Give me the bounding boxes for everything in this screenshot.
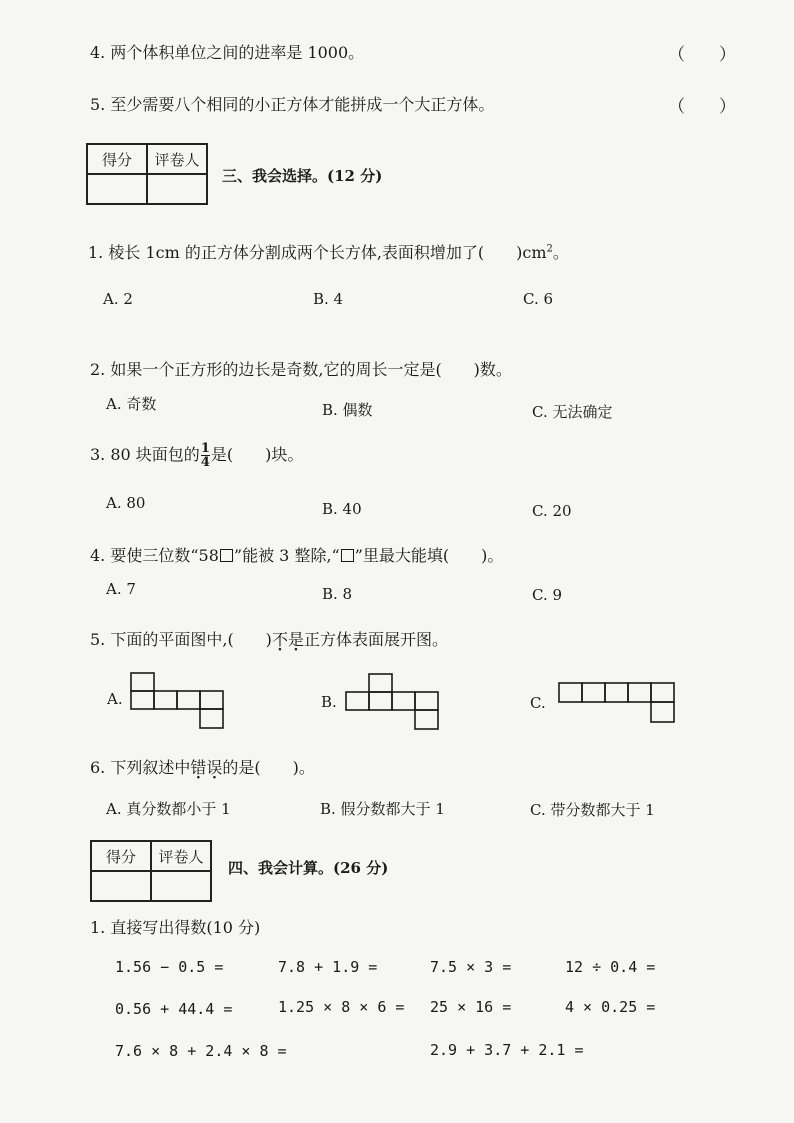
calc-item[interactable]: 1.56 − 0.5 = xyxy=(115,958,224,976)
score-cell[interactable] xyxy=(87,174,147,204)
calc-item[interactable]: 4 × 0.25 = xyxy=(565,998,656,1016)
choice-question-3: 3. 80 块面包的 $\frac{1}{4}$ 是( )块。 xyxy=(90,441,304,470)
answer-blank-judge-5[interactable]: （ ） xyxy=(668,97,736,117)
grader-label: 评卷人 xyxy=(147,144,207,174)
blank-square-icon xyxy=(341,549,354,562)
judge-question-4: 4. 两个体积单位之间的进率是 1000。 xyxy=(90,43,365,62)
q3-option-c[interactable]: C. 20 xyxy=(532,502,572,520)
section-4-title: 四、我会计算。(26 分) xyxy=(228,859,389,877)
answer-blank-judge-4[interactable]: （ ） xyxy=(668,45,736,65)
calc-item[interactable]: 0.56 + 44.4 = xyxy=(115,1000,233,1018)
score-box-section-3 xyxy=(86,143,208,205)
choice-question-4: 4. 要使三位数“58 ”能被 3 整除,“ ”里最大能填( )。 xyxy=(90,546,504,565)
q3-option-b[interactable]: B. 40 xyxy=(322,500,362,518)
q4-option-a[interactable]: A. 7 xyxy=(106,580,136,598)
score-cell[interactable] xyxy=(91,871,151,901)
q5-option-b[interactable]: B. xyxy=(321,693,337,711)
q4-option-b[interactable]: B. 8 xyxy=(322,585,353,603)
section-3-title: 三、我会选择。(12 分) xyxy=(222,167,383,185)
score-box-section-4 xyxy=(90,840,212,902)
fraction-one-quarter: $\frac{1}{4}$ xyxy=(200,441,210,470)
calc-item[interactable]: 7.6 × 8 + 2.4 × 8 = xyxy=(115,1042,287,1060)
calc-item[interactable]: 25 × 16 = xyxy=(430,998,512,1016)
choice-question-2: 2. 如果一个正方形的边长是奇数,它的周长一定是( )数。 xyxy=(90,360,512,379)
q1-option-c[interactable]: C. 6 xyxy=(523,290,554,308)
choice-question-1: 1. 棱长 1cm 的正方体分割成两个长方体,表面积增加了( )$cm^2$。 xyxy=(88,243,569,262)
calc-item[interactable]: 12 ÷ 0.4 = xyxy=(565,958,656,976)
calc-item[interactable]: 7.5 × 3 = xyxy=(430,958,512,976)
q3-option-a[interactable]: A. 80 xyxy=(106,494,146,512)
q2-option-b[interactable]: B. 偶数 xyxy=(322,401,373,419)
q6-option-c[interactable]: C. 带分数都大于 1 xyxy=(530,801,655,819)
q5-option-a[interactable]: A. xyxy=(107,690,123,708)
q2-option-a[interactable]: A. 奇数 xyxy=(106,395,157,413)
score-label: 得分 xyxy=(87,144,147,174)
grader-cell[interactable] xyxy=(151,871,211,901)
grader-cell[interactable] xyxy=(147,174,207,204)
blank-square-icon xyxy=(220,549,233,562)
q1-option-b[interactable]: B. 4 xyxy=(313,290,344,308)
calc-subheading-1: 1. 直接写出得数(10 分) xyxy=(90,918,261,937)
q5-option-c[interactable]: C. xyxy=(530,694,546,712)
q6-option-b[interactable]: B. 假分数都大于 1 xyxy=(320,800,445,818)
judge-question-5: 5. 至少需要八个相同的小正方体才能拼成一个大正方体。 xyxy=(90,95,495,114)
calc-item[interactable]: 7.8 + 1.9 = xyxy=(278,958,378,976)
grader-label: 评卷人 xyxy=(151,841,211,871)
choice-question-6: 6. 下列叙述中错误的是( )。 xyxy=(90,758,315,777)
calc-item[interactable]: 2.9 + 3.7 + 2.1 = xyxy=(430,1041,584,1059)
score-label: 得分 xyxy=(91,841,151,871)
cube-net-b-diagram[interactable] xyxy=(345,673,441,731)
cube-net-c-diagram[interactable] xyxy=(558,682,678,724)
q6-option-a[interactable]: A. 真分数都小于 1 xyxy=(106,800,231,818)
calc-item[interactable]: 1.25 × 8 × 6 = xyxy=(278,998,405,1016)
q2-option-c[interactable]: C. 无法确定 xyxy=(532,403,613,421)
q4-option-c[interactable]: C. 9 xyxy=(532,586,563,604)
cube-net-a-diagram[interactable] xyxy=(130,672,226,730)
q1-option-a[interactable]: A. 2 xyxy=(103,290,133,308)
choice-question-5: 5. 下面的平面图中,( )不是正方体表面展开图。 xyxy=(90,630,448,649)
